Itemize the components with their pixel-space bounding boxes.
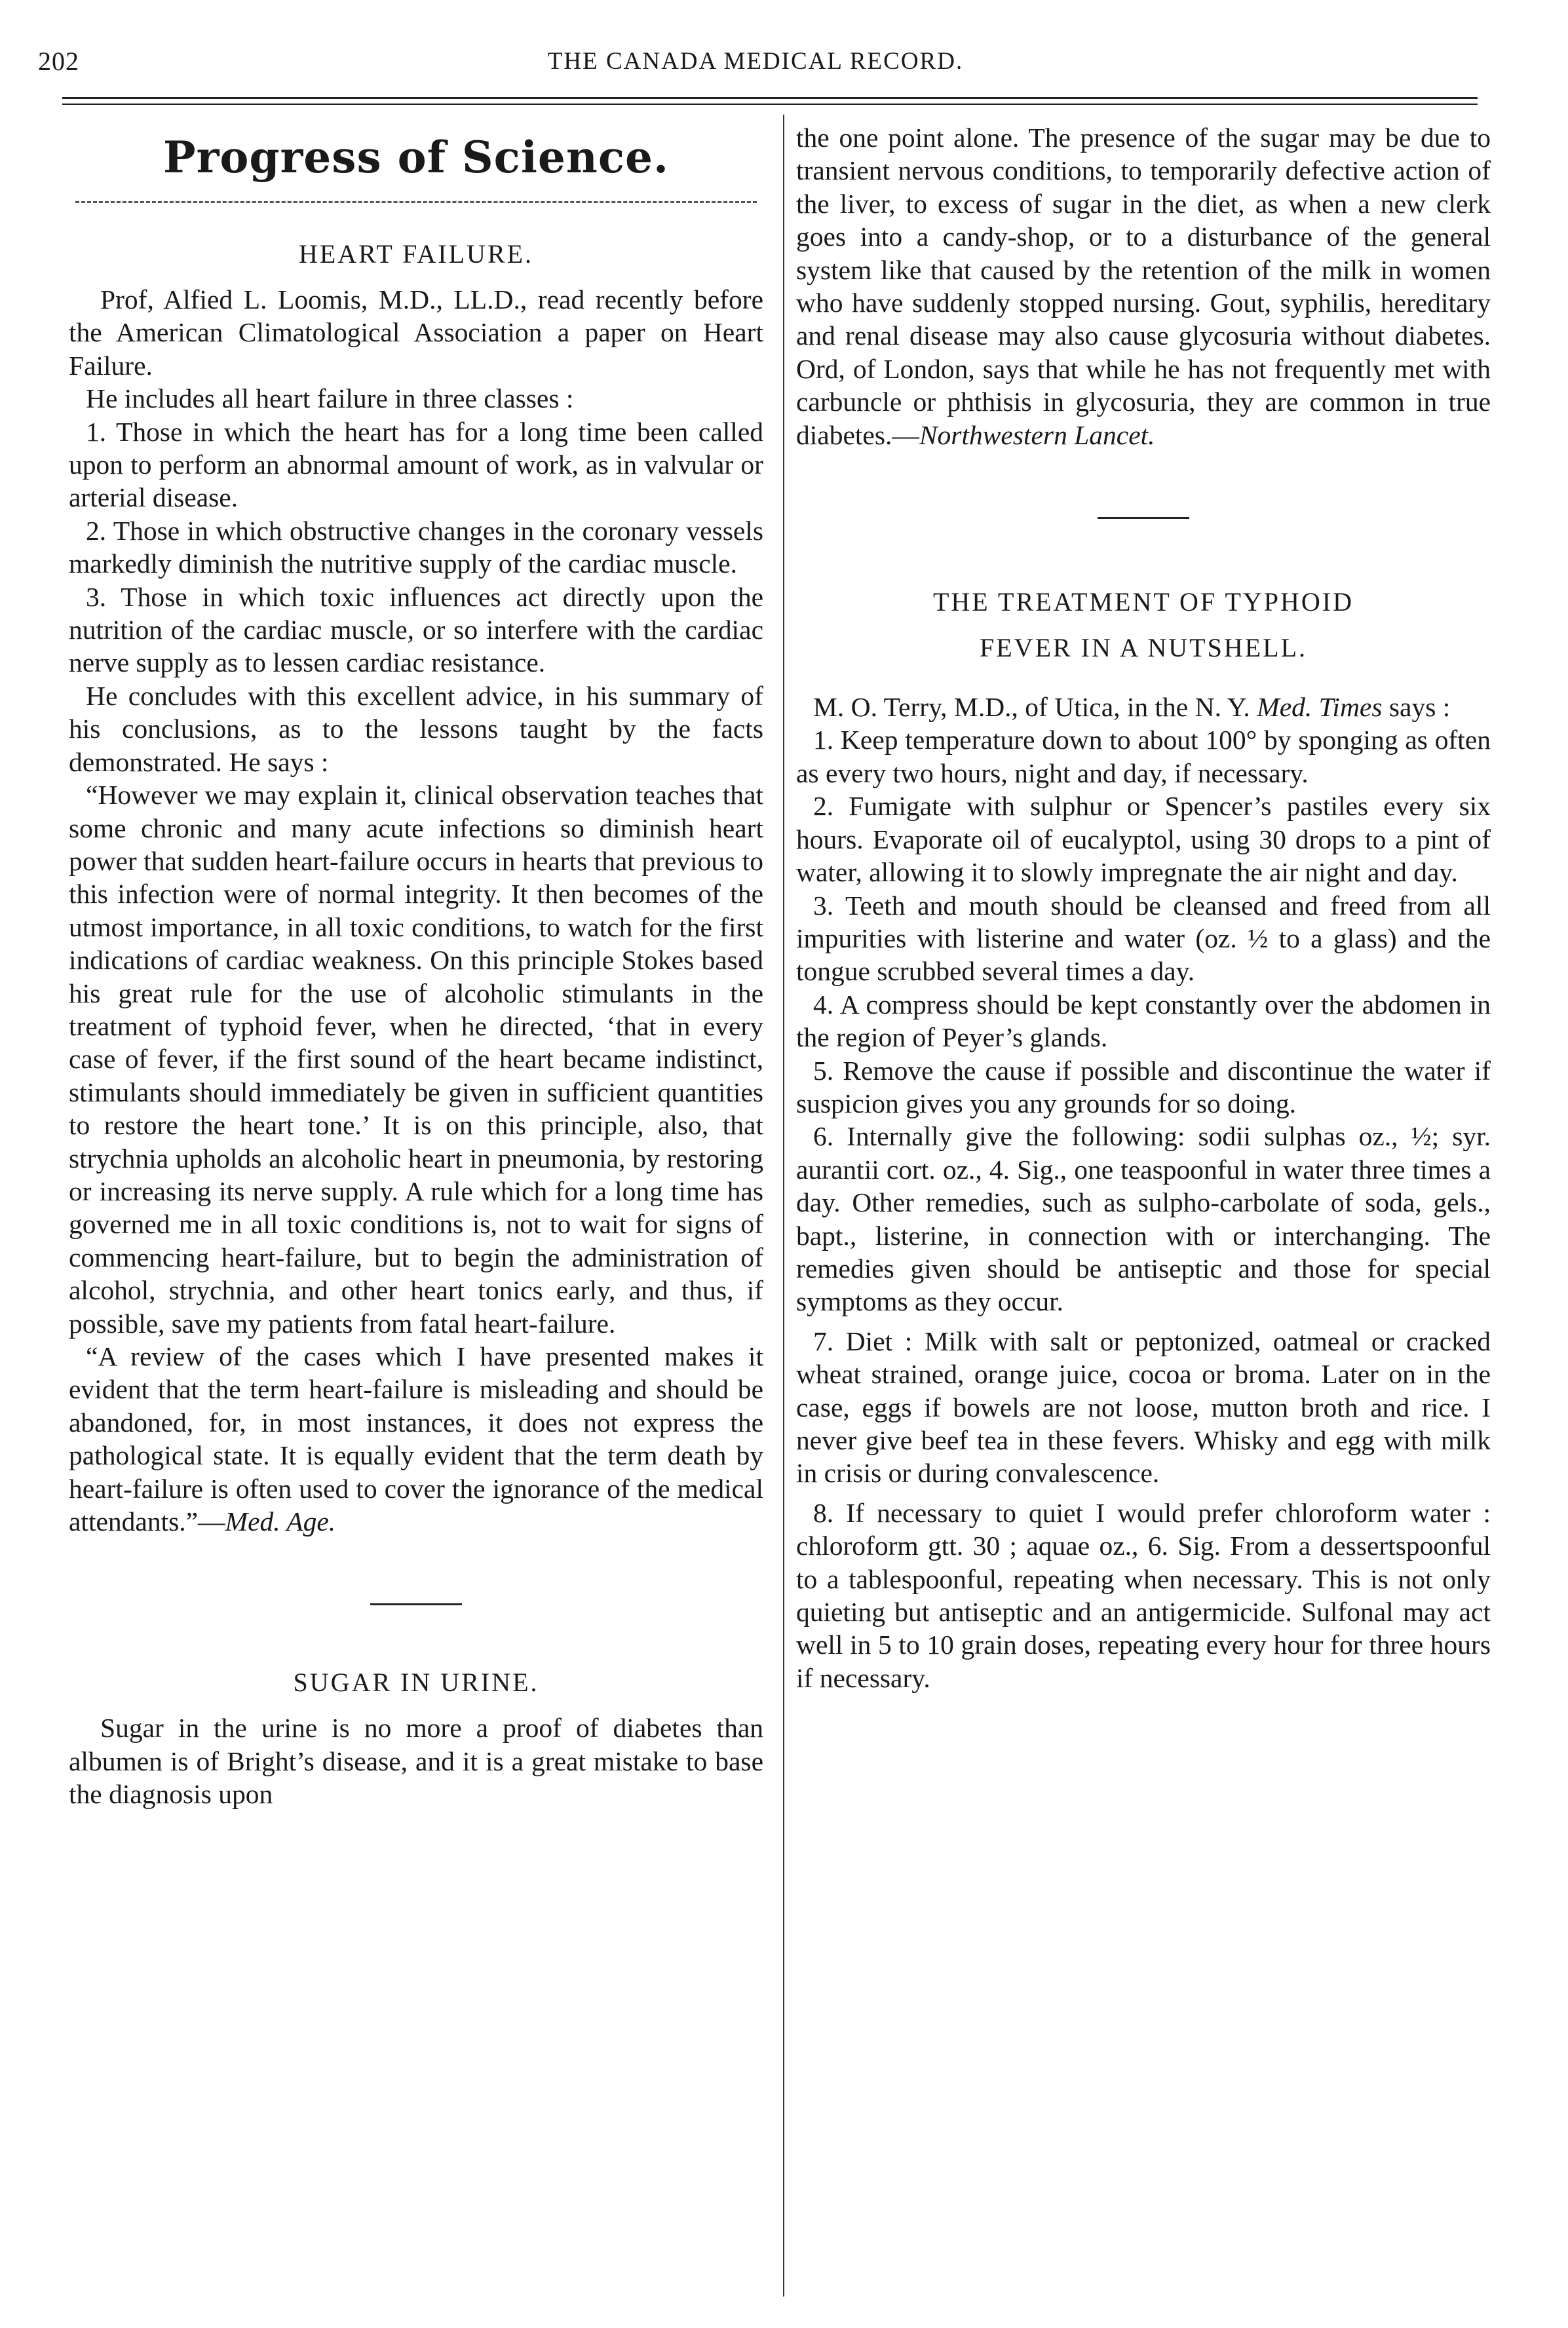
paragraph: 1. Those in which the heart has for a long time been called upon to perform an abnormal amount of work, as in valvular or arterial disease. [69,416,763,513]
list-item: 2. Fumigate with sulphur or Spencer’s pastiles every six hours. Evaporate oil of eucalyptol, using 30 drops to a pint of water, allowing it to slowly impregnate the air night and day. [796,791,1491,888]
source-citation: Med. Age. [225,1506,336,1537]
list-item: 7. Diet : Milk with salt or peptonized, oatmeal or cracked wheat strained, orange juice, cocoa or broma. Later on in the case, eggs if bowels are not loose, mutton broth and rice. I never give beef tea in these fevers. Whisky and egg with milk in crisis or during convalescence. [796,1326,1491,1489]
list-item: 1. Keep temperature down to about 100° by sponging as often as every two hours, night and day, if necessary. [796,725,1491,788]
running-head: THE CANADA MEDICAL RECORD. [547,48,964,75]
paragraph [796,691,1491,723]
header-rule-thin [62,104,1478,105]
paragraph-text: M. O. Terry, M.D., of Utica, in the N. Y. [813,692,1250,723]
list-item: 5. Remove the cause if possible and discontinue the water if suspicion gives you any grounds for so doing. [796,1055,1491,1118]
paragraph: He includes all heart failure in three classes : [86,383,574,414]
masthead-rule [75,201,757,203]
list-item: 3. Teeth and mouth should be cleansed and freed from all impurities with listerine and water (oz. ½ to a glass) and the tongue scrubbed several times a day. [796,890,1491,987]
paragraph: 2. Those in which obstructive changes in the coronary vessels markedly diminish the nutritive supply of the cardiac muscle. [69,515,763,579]
paragraph: Sugar in the urine is no more a proof of diabetes than albumen is of Bright’s disease, and it is a great mistake to base the diagnosis upon [69,1713,763,1810]
source-citation: Med. Times [1257,692,1383,723]
left-column [69,121,763,1811]
list-item: 6. Internally give the following: sodii sulphas oz., ½; syr. aurantii cort. oz., 4. Sig., one teaspoonful in water three times a day. Other remedies, such as sulpho-carbolate of soda, gels., bapt., listerine, in connection with or interchanging. The remedies given should be antiseptic and those for special symptoms as they occur. [796,1121,1491,1317]
paragraph-text: says : [1388,692,1451,723]
article-title-sugar-in-urine: SUGAR IN URINE. [293,1668,539,1698]
paragraph: He concludes with this excellent advice, in his summary of his conclusions, as to the lessons taught by the facts demonstrated. He says : [69,680,763,777]
article-title-heart-failure: HEART FAILURE. [298,239,534,269]
header-rule [62,97,1478,99]
paragraph: “However we may explain it, clinical observation teaches that some chronic and many acute infections so diminish heart power that sudden heart-failure occurs in hearts that previous to this infection were of normal integrity. It then becomes of the utmost importance, in all toxic conditions, to watch for the first indications of cardiac weakness. On this principle Stokes based his great rule for the use of alcoholic stimulants in the treatment of typhoid fever, when he directed, ‘that in every case of fever, if the first sound of the heart became indistinct, stimulants should immediately be given in sufficient quantities to restore the heart tone.’ It is on this principle, also, that strychnia upholds an alcoholic heart in pneumonia, by restoring or increasing its nerve supply. A rule which for a long time has governed me in all toxic conditions is, not to wait for signs of commencing heart-failure, but to begin the administration of alcohol, strychnia, and other heart tonics early, and thus, if possible, save my patients from fatal heart-failure. [69,780,763,1339]
title-line: FEVER IN A NUTSHELL. [980,633,1307,663]
source-citation: Northwestern Lancet. [919,419,1155,450]
page-header [38,41,1473,86]
quote-text: “A review of the cases which I have presented makes it evident that the term heart-failure is misleading and should be abandoned, for, in most instances, it does not express the pathological state. It is equally evident that the term death by heart-failure is often used to cover the ignorance of the medical attendants.”— [69,1341,763,1537]
page-number: 202 [38,47,79,76]
paragraph: Prof, Alfied L. Loomis, M.D., LL.D., read recently before the American Climatological Association a paper on Heart Failure. [69,284,763,381]
column-divider [783,115,784,2297]
paragraph-text: the one point alone. The presence of the sugar may be due to transient nervous conditions, to temporarily defective action of the liver, to excess of sugar in the diet, as when a new clerk goes into a candy-shop, or to a disturbance of the general system like that caused by the retention of the milk in women who have suddenly stopped nursing. Gout, syphilis, hereditary and renal disease may also cause glycosuria without diabetes. Ord, of London, says that while he has not frequently met with carbuncle or phthisis in glycosuria, they are common in true diabetes.— [796,123,1491,450]
list-item: 4. A compress should be kept constantly over the abdomen in the region of Peyer’s glands. [796,989,1491,1053]
section-masthead: Progress of Science. [163,132,670,183]
article-title-typhoid [796,579,1491,671]
paragraph: 3. Those in which toxic influences act directly upon the nutrition of the cardiac muscle, or so interfere with the cardiac nerve supply as to lessen cardiac resistance. [69,581,763,678]
paragraph [69,1340,763,1538]
title-line: THE TREATMENT OF TYPHOID [932,587,1354,617]
paragraph [796,121,1491,451]
list-item: 8. If necessary to quiet I would prefer chloroform water : chloroform gtt. 30 ; aquae oz., 6. Sig. From a dessertspoonful to a tablespoonful, repeating when necessary. This is not only quieting but antiseptic and an antigermicide. Sulfonal may act well in 5 to 10 grain doses, repeating every hour for three hours if necessary. [796,1497,1491,1693]
right-column [796,121,1491,1694]
